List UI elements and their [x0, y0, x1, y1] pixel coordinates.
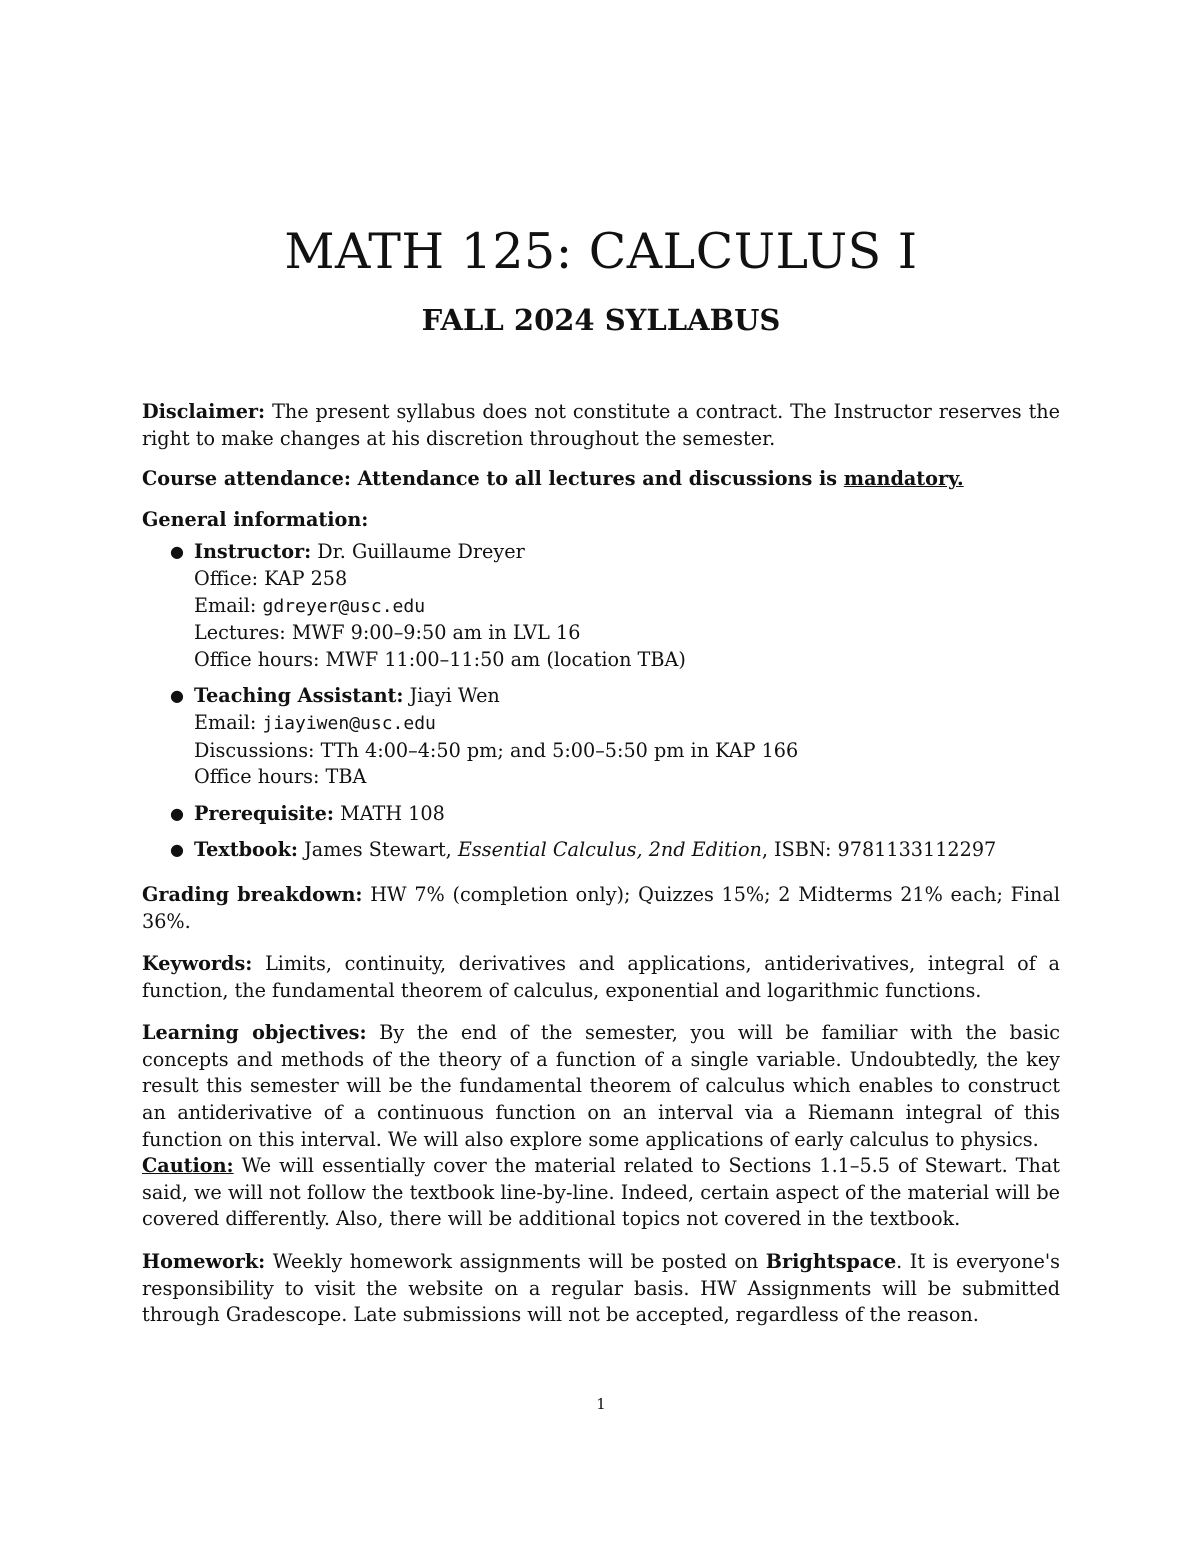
keywords-paragraph	[142, 951, 1060, 1004]
grading-label: Grading breakdown:	[142, 882, 363, 906]
instructor-label: Instructor:	[194, 540, 312, 564]
instructor-email-link[interactable]: gdreyer@usc.edu	[262, 595, 426, 617]
page-number: 1	[596, 1395, 606, 1413]
instructor-line	[194, 539, 1060, 566]
homework-platform: Brightspace	[765, 1250, 897, 1274]
syllabus-body	[142, 399, 1060, 1339]
prerequisite-value: MATH 108	[340, 801, 445, 825]
general-info-heading: General information:	[142, 507, 369, 531]
ta-label: Teaching Assistant:	[194, 684, 404, 708]
ta-email-label: Email:	[194, 710, 257, 734]
page-subtitle: FALL 2024 SYLLABUS	[421, 303, 781, 337]
bullet-icon: ●	[170, 542, 184, 562]
ta-email-link[interactable]: jiayiwen@usc.edu	[262, 712, 436, 734]
grading-paragraph	[142, 882, 1060, 935]
instructor-office-hours: Office hours: MWF 11:00–11:50 am (location TBA)	[194, 647, 686, 671]
general-info-list	[142, 539, 1060, 864]
homework-label: Homework:	[142, 1250, 266, 1274]
homework-text-after: . It is everyone's responsibility to visit the website on a regular basis. HW Assignments will be submitted through Gradescope. Late submissions will not be accepted, regardless of the reason.	[142, 1250, 1060, 1327]
keywords-text: Limits, continuity, derivatives and applications, antiderivatives, integral of a function, the fundamental theorem of calculus, exponential and logarithmic functions.	[142, 952, 1060, 1002]
ta-item	[170, 683, 1060, 790]
objectives-label: Learning objectives:	[142, 1021, 367, 1045]
bullet-icon: ●	[170, 686, 184, 706]
caution-paragraph	[142, 1153, 1060, 1233]
keywords-label: Keywords:	[142, 952, 253, 976]
ta-name: Jiayi Wen	[409, 684, 500, 708]
objectives-text: By the end of the semester, you will be familiar with the basic concepts and methods of the theory of a function of a single variable. Undoubtedly, the key result this semester will be the fundamental theorem of calculus which enables to construct an antiderivative of a continuous function on an interval via a Riemann integral of this function on this interval. We will also explore some applications of early calculus to physics.	[142, 1021, 1060, 1151]
textbook-author: James Stewart,	[304, 838, 452, 862]
prerequisite-item	[170, 801, 1060, 828]
objectives-paragraph	[142, 1020, 1060, 1153]
textbook-title: Essential Calculus, 2nd Edition	[457, 838, 762, 862]
attendance-emphasis: mandatory.	[843, 467, 964, 491]
attendance-paragraph	[142, 466, 1060, 493]
attendance-text: Attendance to all lectures and discussions is	[357, 467, 838, 491]
instructor-email-label: Email:	[194, 593, 257, 617]
syllabus-page	[142, 0, 1060, 1553]
instructor-office: Office: KAP 258	[194, 566, 348, 590]
caution-label: Caution:	[142, 1154, 234, 1178]
caution-text: We will essentially cover the material related to Sections 1.1–5.5 of Stewart. That said, we will not follow the textbook line-by-line. Indeed, certain aspect of the material will be covered differently. Also, there will be additional topics not covered in the textbook.	[142, 1154, 1060, 1231]
bullet-icon: ●	[170, 840, 184, 860]
instructor-lectures: Lectures: MWF 9:00–9:50 am in LVL 16	[194, 621, 581, 645]
textbook-isbn: , ISBN: 9781133112297	[761, 838, 997, 862]
disclaimer-paragraph	[142, 399, 1060, 452]
disclaimer-label: Disclaimer:	[142, 400, 266, 423]
instructor-name: Dr. Guillaume Dreyer	[317, 540, 525, 564]
ta-discussions: Discussions: TTh 4:00–4:50 pm; and 5:00–5:50 pm in KAP 166	[194, 738, 799, 762]
page-title: MATH 125: CALCULUS I	[284, 223, 918, 280]
textbook-label: Textbook:	[194, 838, 298, 862]
bullet-icon: ●	[170, 803, 184, 823]
disclaimer-text: The present syllabus does not constitute a contract. The Instructor reserves the right to make changes at his discretion throughout the semester.	[142, 400, 1060, 450]
grading-text: HW 7% (completion only); Quizzes 15%; 2 Midterms 21% each; Final 36%.	[142, 882, 1060, 933]
instructor-email-line	[194, 593, 1060, 621]
ta-email-line	[194, 710, 1060, 738]
homework-text-before: Weekly homework assignments will be posted on	[272, 1250, 759, 1274]
ta-office-hours: Office hours: TBA	[194, 765, 367, 789]
prerequisite-label: Prerequisite:	[194, 801, 334, 825]
homework-paragraph	[142, 1249, 1060, 1329]
ta-line	[194, 683, 1060, 710]
textbook-item	[170, 837, 1060, 864]
attendance-label: Course attendance:	[142, 467, 351, 491]
instructor-item	[170, 539, 1060, 673]
